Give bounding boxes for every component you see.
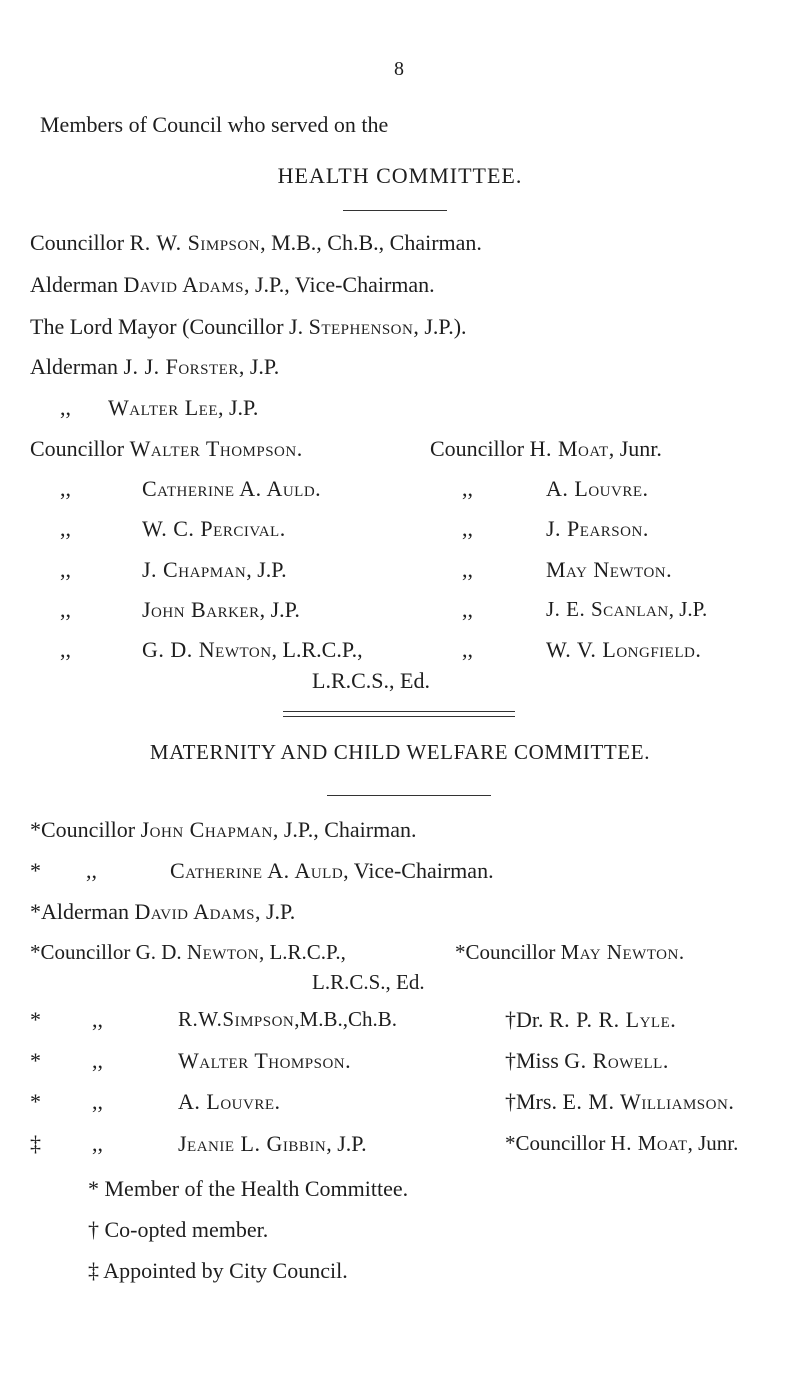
health-left-ditto-6: ,, (60, 637, 71, 662)
maternity-row-ditto-3: ,, (92, 1089, 103, 1114)
maternity-row-ditto-4: ,, (92, 1131, 103, 1156)
health-right-ditto-4: ,, (462, 557, 473, 582)
maternity-heading: MATERNITY AND CHILD WELFARE COMMITTEE. (149, 740, 651, 764)
health-left-ditto-3: ,, (60, 516, 71, 541)
maternity-row-mark-4: ‡ (30, 1131, 41, 1156)
health-left-row-5: John Barker, J.P. (142, 597, 300, 622)
footnote-appointed: ‡ Appointed by City Council. (88, 1258, 348, 1283)
health-right-row-5: J. E. Scanlan, J.P. (546, 597, 708, 621)
maternity-row-ditto-2: ,, (92, 1048, 103, 1073)
health-right-ditto-5: ,, (462, 597, 473, 622)
page-number: 8 (394, 58, 404, 80)
health-left-row-6: G. D. Newton, L.R.C.P., (142, 637, 363, 662)
section-divider-bottom (283, 716, 515, 717)
maternity-row-left-4: Jeanie L. Gibbin, J.P. (178, 1131, 367, 1156)
maternity-heading-divider (327, 795, 491, 796)
maternity-row-mark-1: * (30, 1007, 41, 1032)
section-divider-top (283, 711, 515, 712)
maternity-row-right-1: †Dr. R. P. R. Lyle. (505, 1007, 676, 1032)
health-right-row-2: A. Louvre. (546, 476, 648, 501)
health-right-row-3: J. Pearson. (546, 516, 649, 541)
maternity-line-3: *Alderman David Adams, J.P. (30, 899, 296, 924)
health-right-row-4: May Newton. (546, 557, 672, 582)
health-right-row-6: W. V. Longfield. (546, 637, 701, 662)
health-line-1: Councillor R. W. Simpson, M.B., Ch.B., Chairman. (30, 230, 482, 255)
intro-line: Members of Council who served on the (40, 112, 389, 137)
health-right-ditto-2: ,, (462, 476, 473, 501)
health-left-row-2: Catherine A. Auld. (142, 476, 321, 501)
health-left-ditto-5: ,, (60, 597, 71, 622)
maternity-row-right-4: *Councillor H. Moat, Junr. (505, 1131, 739, 1155)
health-line-3: The Lord Mayor (Councillor J. Stephenson, J.P.). (30, 314, 467, 339)
health-right-ditto-6: ,, (462, 637, 473, 662)
health-left-ditto-4: ,, (60, 557, 71, 582)
health-right-ditto-3: ,, (462, 516, 473, 541)
maternity-line-1: *Councillor John Chapman, J.P., Chairman. (30, 817, 417, 842)
maternity-row4-left: *Councillor G. D. Newton, L.R.C.P., (30, 940, 346, 964)
heading-divider (343, 210, 447, 211)
health-line-4: Alderman J. J. Forster, J.P. (30, 354, 280, 379)
maternity-row-mark-3: * (30, 1089, 41, 1114)
health-left-continuation: L.R.C.S., Ed. (312, 668, 430, 693)
maternity-row-left-3: A. Louvre. (178, 1089, 280, 1114)
health-left-row-1: Councillor Walter Thompson. (30, 436, 303, 461)
maternity-row-mark-2: * (30, 1048, 41, 1073)
health-line-5: ,,Walter Lee, J.P. (60, 395, 259, 420)
maternity-row-right-3: †Mrs. E. M. Williamson. (505, 1089, 734, 1114)
health-left-row-3: W. C. Percival. (142, 516, 286, 541)
health-line-2: Alderman David Adams, J.P., Vice-Chairman. (30, 272, 435, 297)
footnote-member: * Member of the Health Committee. (88, 1176, 409, 1201)
maternity-line-2: * ,, Catherine A. Auld, Vice-Chairman. (30, 858, 494, 883)
maternity-row-left-1: R.W.Simpson,M.B.,Ch.B. (178, 1007, 397, 1031)
health-left-row-4: J. Chapman, J.P. (142, 557, 287, 582)
footnote-coopted: † Co-opted member. (88, 1217, 269, 1242)
maternity-row-ditto-1: ,, (92, 1007, 103, 1032)
maternity-row-left-2: Walter Thompson. (178, 1048, 351, 1073)
maternity-row-right-2: †Miss G. Rowell. (505, 1048, 669, 1073)
health-left-ditto-2: ,, (60, 476, 71, 501)
maternity-row4-continuation: L.R.C.S., Ed. (312, 970, 425, 994)
health-right-row-1: Councillor H. Moat, Junr. (430, 436, 662, 461)
maternity-row4-right: *Councillor May Newton. (455, 940, 685, 964)
health-committee-heading: HEALTH COMMITTEE. (277, 163, 523, 188)
